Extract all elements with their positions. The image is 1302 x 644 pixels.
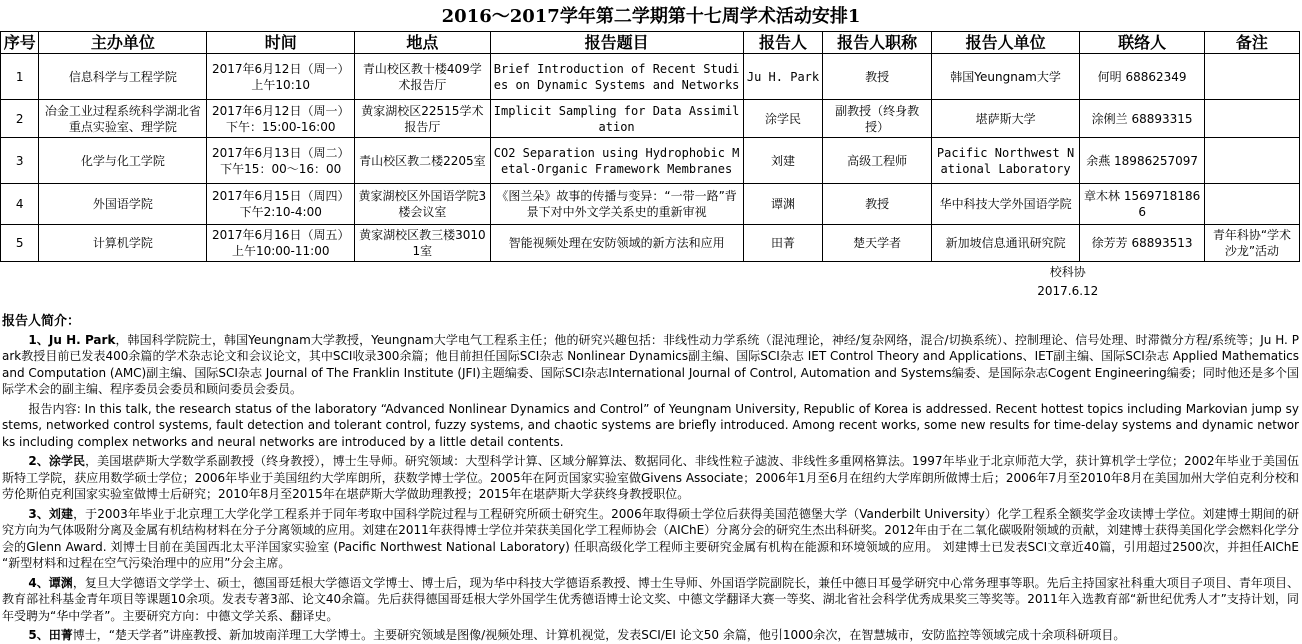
cell-topic[interactable]: 《图兰朵》故事的传播与变异：“一带一路”背景下对中外文学关系史的重新审视 [490, 184, 743, 225]
bio-text: ，于2003年毕业于北京理工大学化学工程系并于同年考取中国科学院过程与工程研究所硕士研究生。2006年取得硕士学位后获得美国范德堡大学（Vanderbilt University）化学工程系全额奖学金攻读博士学位。刘建博士期间的研究方向为气体吸附分离及金属有机结构材料在分子分离领域的应用。刘建在2011年获得博士学位并荣获美国化学工程师协会（AIChE）分离分会的研究生杰出科研奖。2012年由于在二氧化碳吸附领域的贡献，刘建博士获得美国化学会燃料化学分会的Glenn Award. 刘博士目前在美国西北太平洋国家实验室 (Pacific Northwest National Laboratory) 任职高级化学工程师主要研究金属有机构在能源和环境领域的应用。 刘建博士已发表SCI文章近40篇，引用超过2500次，并担任AIChE “新型材料和过程在空气污染治理中的应用”分会主席。 [2, 506, 1299, 570]
cell-affil[interactable]: 新加坡信息通讯研究院 [931, 225, 1080, 262]
cell-affil[interactable]: 华中科技大学外国语学院 [931, 184, 1080, 225]
cell-rank[interactable]: 教授 [823, 54, 931, 100]
col-header[interactable]: 时间 [207, 32, 355, 54]
bio-text: ，韩国科学院院士，韩国Yeungnam大学教授，Yeungnam大学电气工程系主任；他的研究兴趣包括：非线性动力学系统（混沌理论，神经/复杂网络，混合/切换系统）、控制理论、信号处理、时滞微分方程/系统等；Ju H. Park教授目前已发表400余篇的学术杂志论文和会议论文，其中SCI收录300余篇；他目前担任国际SCI杂志 Nonlinear Dynamics副主编、国际SCI杂志 IET Control Theory and Applications、IET副主编、国际SCI杂志 Applied Mathematics and Computation (AMC)副主编、国际SCI杂志 Journal of The Franklin Institute (JFI)主题编委、国际SCI杂志International Journal of Control, Automation and Systems编委、是国际杂志Cogent Engineering编委；同时他还是多个国际学术会的副主编、程序委员会委员和顾问委员会委员。 [2, 332, 1299, 396]
cell-place[interactable]: 黄家湖校区22515学术报告厅 [355, 100, 491, 138]
col-header[interactable]: 序号 [1, 32, 39, 54]
col-header[interactable]: 报告人 [743, 32, 823, 54]
cell-host[interactable]: 化学与化工学院 [39, 138, 207, 184]
cell-time[interactable]: 2017年6月15日（周四）下午2:10-4:00 [207, 184, 355, 225]
col-header[interactable]: 报告人单位 [931, 32, 1080, 54]
cell-host[interactable]: 冶金工业过程系统科学湖北省重点实验室、理学院 [39, 100, 207, 138]
bio-paragraph [2, 627, 1299, 644]
bio-name: 1、Ju H. Park [28, 332, 116, 347]
bio-paragraph [2, 401, 1299, 451]
cell-rank[interactable]: 教授 [823, 184, 931, 225]
cell-affil[interactable]: Pacific Northwest National Laboratory [931, 138, 1080, 184]
cell-contact[interactable]: 余燕 18986257097 [1080, 138, 1204, 184]
bio-paragraph [2, 575, 1299, 625]
cell-topic[interactable]: Implicit Sampling for Data Assimilation [490, 100, 743, 138]
signature-org[interactable]: 校科协 [1049, 264, 1086, 279]
bio-paragraph [2, 332, 1299, 398]
cell-contact[interactable]: 徐芳芳 68893513 [1080, 225, 1204, 262]
table-row [1, 54, 1300, 100]
bio-text: ，复旦大学德语文学学士、硕士，德国哥廷根大学德语文学博士、博士后，现为华中科技大学德语系教授、博士生导师、外国语学院副院长，兼任中德日耳曼学研究中心常务理事等职。先后主持国家社科重大项目子项目、青年项目、教育部社科基金青年项目等课题10余项。发表专著3部、论文40余篇。先后获得德国哥廷根大学外国学生优秀德语博士论文奖、中德文学翻译大赛一等奖、湖北省社会科学优秀成果奖三等奖等。2011年入选教育部“新世纪优秀人才”支持计划，同年受聘为“华中学者”。主要研究方向：中德文学关系、翻译史。 [2, 575, 1299, 623]
cell-topic[interactable]: CO2 Separation using Hydrophobic Metal-Organic Framework Membranes [490, 138, 743, 184]
cell-affil[interactable]: 堪萨斯大学 [931, 100, 1080, 138]
cell-no[interactable]: 1 [1, 54, 39, 100]
cell-time[interactable]: 2017年6月13日（周二）下午15：00～16：00 [207, 138, 355, 184]
cell-host[interactable]: 外国语学院 [39, 184, 207, 225]
cell-note[interactable] [1204, 100, 1299, 138]
col-header[interactable]: 备注 [1204, 32, 1299, 54]
cell-topic[interactable]: Brief Introduction of Recent Studies on Dynamic Systems and Networks [490, 54, 743, 100]
col-header[interactable]: 联络人 [1080, 32, 1204, 54]
cell-place[interactable]: 黄家湖校区外国语学院3楼会议室 [355, 184, 491, 225]
schedule-table [0, 31, 1300, 300]
cell-contact[interactable]: 章木林 15697181866 [1080, 184, 1204, 225]
cell-rank[interactable]: 楚天学者 [823, 225, 931, 262]
bio-name: 3、刘建 [28, 506, 74, 521]
cell-time[interactable]: 2017年6月12日（周一）上午10:10 [207, 54, 355, 100]
bio-text: 博士，“楚天学者”讲座教授、新加坡南洋理工大学博士。主要研究领域是图像/视频处理、计算机视觉，发表SCI/EI 论文50 余篇，他引1000余次，在智慧城市，安防监控等领域完成十余项科研项目。 [72, 628, 1126, 642]
cell-note[interactable]: 青年科协“学术沙龙”活动 [1204, 225, 1299, 262]
col-header[interactable]: 报告人职称 [823, 32, 931, 54]
cell-note[interactable] [1204, 184, 1299, 225]
table-row [1, 100, 1300, 138]
table-row [1, 225, 1300, 262]
cell-topic[interactable]: 智能视频处理在安防领域的新方法和应用 [490, 225, 743, 262]
cell-speaker[interactable]: 涂学民 [743, 100, 823, 138]
bio-name: 5、田菁 [28, 628, 73, 642]
cell-place[interactable]: 青山校区教二楼2205室 [355, 138, 491, 184]
cell-time[interactable]: 2017年6月12日（周一）下午：15:00-16:00 [207, 100, 355, 138]
page-title: 2016～2017学年第二学期第十七周学术活动安排1 [441, 6, 861, 27]
bio-name: 4、谭渊 [28, 575, 73, 590]
cell-no[interactable]: 5 [1, 225, 39, 262]
signature-date[interactable]: 2017.6.12 [1037, 283, 1099, 298]
cell-rank[interactable]: 副教授（终身教授） [823, 100, 931, 138]
cell-note[interactable] [1204, 138, 1299, 184]
bio-paragraph [2, 506, 1299, 572]
cell-time[interactable]: 2017年6月16日（周五）上午10:00-11:00 [207, 225, 355, 262]
bio-paragraph [2, 453, 1299, 503]
speaker-bios [2, 314, 1299, 644]
signature-row-date [1, 281, 1300, 300]
cell-affil[interactable]: 韩国Yeungnam大学 [931, 54, 1080, 100]
cell-place[interactable]: 黄家湖校区教三楼30101室 [355, 225, 491, 262]
cell-rank[interactable]: 高级工程师 [823, 138, 931, 184]
cell-note[interactable] [1204, 54, 1299, 100]
bio-name: 2、涂学民 [28, 454, 86, 468]
cell-no[interactable]: 4 [1, 184, 39, 225]
table-row [1, 138, 1300, 184]
col-header[interactable]: 主办单位 [39, 32, 207, 54]
bio-text: 报告内容: In this talk, the research status of the laboratory “Advanced Nonlinear Dynamics and Control” of Yeungnam University, Republic of Korea is addressed. Recent hottest topics including Markovian jump systems, networked control systems, fault detection and tolerant control, fuzzy systems, and chaotic systems are briefly introduced. Among recent works, some new results for time-delay systems and dynamic networks including complex networks and neural networks are introduced by a little detail contents. [2, 401, 1299, 449]
signature-row-org [1, 262, 1300, 282]
col-header[interactable]: 地点 [355, 32, 491, 54]
cell-host[interactable]: 信息科学与工程学院 [39, 54, 207, 100]
cell-contact[interactable]: 何明 68862349 [1080, 54, 1204, 100]
cell-speaker[interactable]: Ju H. Park [743, 54, 823, 100]
cell-contact[interactable]: 涂俐兰 68893315 [1080, 100, 1204, 138]
cell-host[interactable]: 计算机学院 [39, 225, 207, 262]
bio-text: ，美国堪萨斯大学数学系副教授（终身教授），博士生导师。研究领域：大型科学计算、区域分解算法、数据同化、非线性粒子滤波、非线性多重网格算法。1997年毕业于北京师范大学，获计算机学士学位；2002年毕业于美国伍斯特工学院，获应用数学硕士学位；2006年毕业于美国纽约大学库朗所，获数学博士学位。2005年在阿贡国家实验室做Givens Associate；2006年1月至6月在纽约大学库朗所做博士后；2006年7月至2010年8月在美国加州大学伯克利分校和劳伦斯伯克利国家实验室做博士后研究；2010年8月至2015年在堪萨斯大学做助理教授；2015年在堪萨斯大学获终身教授职位。 [2, 454, 1299, 501]
table-row [1, 184, 1300, 225]
cell-speaker[interactable]: 田菁 [743, 225, 823, 262]
col-header[interactable]: 报告题目 [490, 32, 743, 54]
cell-speaker[interactable]: 谭渊 [743, 184, 823, 225]
header-row [1, 32, 1300, 54]
cell-no[interactable]: 3 [1, 138, 39, 184]
cell-place[interactable]: 青山校区教十楼409学术报告厅 [355, 54, 491, 100]
cell-no[interactable]: 2 [1, 100, 39, 138]
cell-speaker[interactable]: 刘建 [743, 138, 823, 184]
bio-heading: 报告人简介： [2, 314, 81, 329]
